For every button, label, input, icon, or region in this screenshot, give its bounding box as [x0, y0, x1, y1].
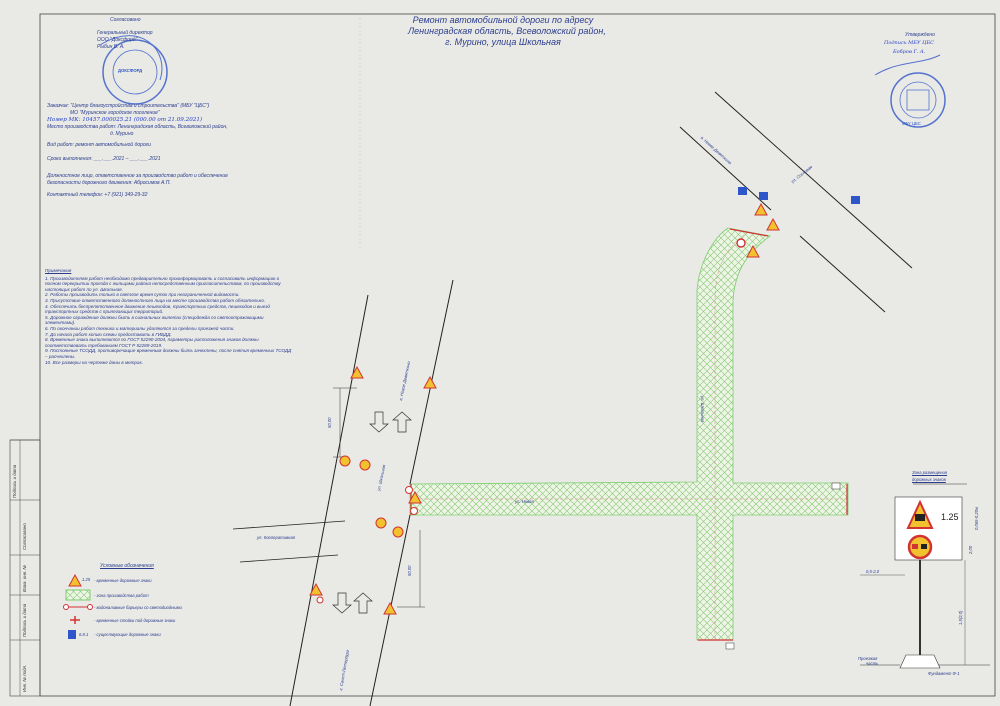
dimension-label-2: 50,00	[407, 565, 412, 576]
street-label-shkolnaya-horizontal: ул. Школьная	[376, 464, 387, 492]
approval-right-heading: Утверждено	[905, 32, 935, 38]
sign-h3: 1,5(2,0)	[958, 610, 963, 625]
note-item: 6. По окончании работ техника и материалы удаляются за пределы проезжей части.	[45, 325, 235, 331]
frame-label: Подпись и дата	[12, 464, 17, 498]
responsible-line: Должностное лицо, ответственное за производство работ и обеспечение	[47, 173, 228, 179]
sign-h2: 2,00	[968, 545, 973, 554]
legend-symbols	[64, 575, 93, 639]
frame-label: Согласовано	[22, 523, 27, 550]
arrow-down-icon	[370, 412, 388, 432]
phone-line: Контактный телефон: +7 (921) 349-29-32	[47, 192, 148, 198]
work-type-line: Вид работ: ремонт автомобильной дороги	[47, 142, 151, 148]
sign-zone-heading-2: дорожных знаков	[912, 477, 946, 482]
note-item: 5. Дорожное ограждение должны быть в сигнальных жилетах (спецодежда со светоотражающими элементами).	[45, 314, 264, 326]
approval-left-org: ООО "Доксфорд"	[97, 37, 138, 43]
frame-label: Инв. № подл.	[22, 664, 27, 692]
approval-left-name: Рыбин В. А.	[97, 44, 125, 50]
legend-item-stands: - временные стойки под дорожные знаки	[94, 618, 176, 623]
legend-exist-code: 6.8.1	[79, 632, 89, 637]
title-line-3: г. Мурино, улица Школьная	[445, 37, 561, 47]
round-sign-group	[317, 239, 745, 603]
legend-item-barriers: - водоналивные барьеры со светодиодными	[94, 605, 182, 610]
note-item: 9. Постоянные ТСОДД, противоречащие временным должны быть зачехлены, после снятия временных ТСОДД – расчехлены.	[45, 348, 292, 359]
street-label-shkolnaya-vertical: ул. Школьная	[700, 396, 705, 423]
approval-right-signature: Подпись МБУ ЦБС	[884, 40, 934, 46]
legend-item-work-zone: - зона производства работ	[94, 593, 149, 598]
place-line: Место производства работ: Ленинградская область, Всеволожский район,	[47, 124, 228, 130]
note-item: 7. До начала работ копию схемы предоставить в ГИБДД.	[45, 331, 172, 337]
responsible-line-2: безопасности дорожного движения: Абросимов А.П.	[47, 180, 171, 186]
stamp-left-text: ДОКСФОРД	[118, 68, 143, 73]
title-line-1: Ремонт автомобильной дороги по адресу	[412, 15, 594, 25]
stamp-right	[875, 55, 945, 127]
street-label-spb: г. Санкт-Петербург	[338, 649, 351, 691]
drawing-title	[408, 15, 606, 48]
street-label-novaya: ул. Новая	[515, 499, 534, 504]
legend-sign-code: 1.25	[82, 577, 91, 582]
dimension-label-1: 50,00	[327, 417, 332, 428]
note-item: 8. Временные знаки выполняются по ГОСТ 52290-2004, параметры расположения знаков должны соответствовать требованиям ГОСТ Р 52289-2019.	[45, 337, 259, 348]
legend-item-existing: - существующие дорожные знаки	[94, 632, 161, 637]
frame-label: Взам. инв. №	[22, 564, 27, 592]
foundation-label: Фундамент Ф-1	[928, 671, 960, 676]
arrow-up-icon	[393, 412, 411, 432]
sign-zone-heading: Зона размещения	[912, 470, 948, 475]
note-item: 2. Работы производить только в светлое время суток при неограниченной видимости.	[45, 292, 240, 298]
approval-left-heading: Согласовано	[110, 17, 141, 23]
note-item: 10. Все размеры на чертеже даны в метрах.	[45, 359, 144, 365]
stamp-right-text: МБУ ЦБС	[902, 121, 921, 126]
street-label-novoe-devyatkino-2: а. Новое Девяткино	[398, 360, 412, 402]
note-item: 1. Производителям работ необходимо предварительно проинформировать и согласовать информацию о полном перекрытии проезда с жильцами района непосредственным пригласительством, по производству настоящих работ по ул. Школьная.	[45, 275, 281, 292]
approval-right-name: Бобров Г. А.	[893, 49, 926, 55]
street-label-novoe-devyatkino: а. Новое Девяткино	[699, 135, 733, 166]
settlement-line: МО "Муринское городское поселение"	[70, 110, 160, 116]
frame-label: Подпись и дата	[22, 603, 27, 637]
roadway-label-2: часть	[866, 661, 879, 666]
title-line-2: Ленинградская область, Всеволожский район,	[408, 26, 606, 36]
street-label-sosnovaya: ул. Сосновая	[790, 164, 814, 184]
place-line-2: д. Мурино	[110, 131, 134, 137]
note-item: 3. Присутствие ответственного должностного лица на месте производства работ обязательно.	[45, 297, 266, 303]
contract-line: Номер МК: 10457.000025.21 (000.00 от 21.09.2021)	[47, 117, 203, 123]
notes-heading: Примечания	[45, 268, 72, 273]
dates-line: Сроки выполнения: ___.___.2021 – ___.___.2021	[47, 156, 161, 162]
arrow-up-icon	[354, 593, 372, 613]
roadway-label: Проезжая	[858, 656, 878, 661]
legend-heading: Условные обозначения	[100, 563, 154, 569]
notes-block	[45, 268, 295, 365]
existing-sign-group	[738, 187, 860, 204]
street-label-kooperativnaya: ул. Кооперативная	[257, 535, 296, 540]
sign-offset-label: 0,5-2,0	[866, 569, 880, 574]
approval-left-role: Генеральный директор	[97, 30, 153, 36]
sign-code-label: 1.25	[941, 512, 959, 522]
note-item: 4. Обеспечить беспрепятственное движение пешеходов, транспортных средств, пешеходов и выезд транспортных средств с прилегающих территорий.	[45, 303, 270, 315]
work-zone	[410, 228, 848, 640]
arrow-down-icon	[333, 593, 351, 613]
legend-item-temp-signs: - временные дорожные знаки	[94, 578, 152, 583]
sign-h1: 0,065-0,20м	[974, 507, 979, 530]
customer-line: Заказчик: "Центр благоустройства и строительства" (МБУ "ЦБС")	[47, 103, 210, 109]
sign-install-detail	[860, 484, 990, 668]
